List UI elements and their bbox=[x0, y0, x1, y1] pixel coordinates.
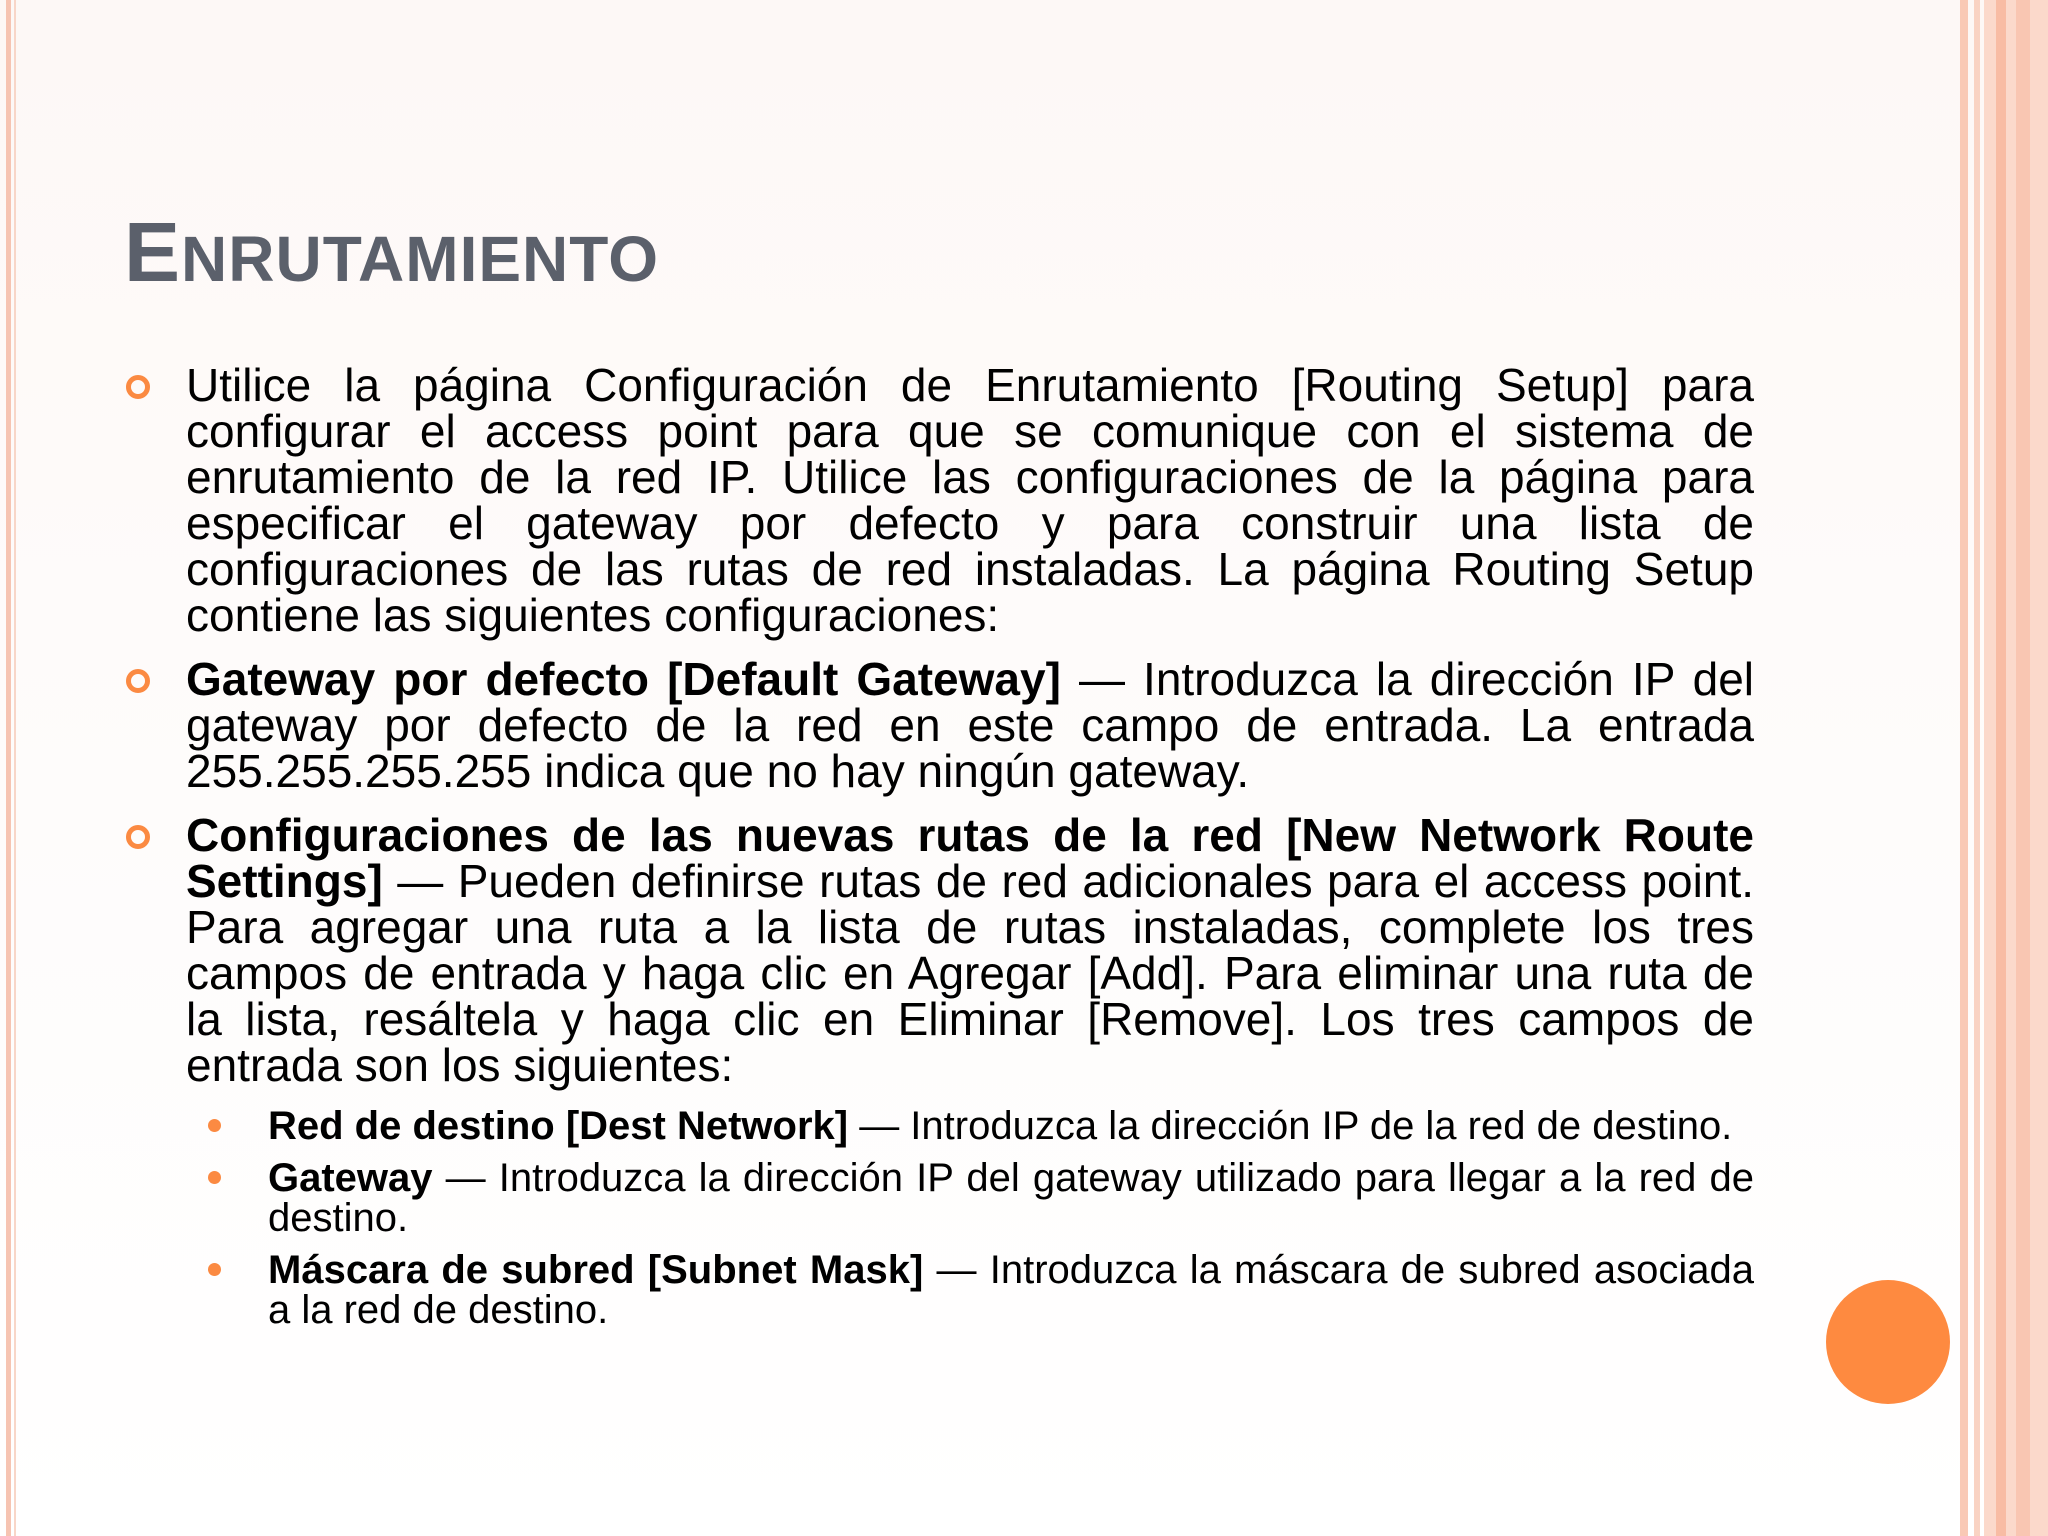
bullet-text: Utilice la página Configuración de Enrutamiento [Routing Setup] para configurar el access point para que se comunique con el sistema de enrutamiento de la red IP. Utilice las configuraciones de la página para especificar el gateway por defecto y para construir una lista de configuraciones de las rutas de red instaladas. La página Routing Setup contiene las siguientes configuraciones: bbox=[186, 359, 1754, 641]
sub-bullet-bold-text: Máscara de subred [Subnet Mask] bbox=[268, 1248, 924, 1292]
sub-bullet-text: — Introduzca la dirección IP de la red de destino. bbox=[848, 1104, 1733, 1148]
bullet-bold-text: Gateway por defecto [Default Gateway] bbox=[186, 653, 1061, 705]
decorative-orange-circle bbox=[1826, 1280, 1950, 1404]
left-border-line bbox=[6, 0, 11, 1536]
sub-bullet-bold-text: Gateway bbox=[268, 1156, 433, 1200]
bullet-default-gateway bbox=[124, 653, 1754, 797]
bullet-new-network-routes bbox=[124, 809, 1754, 1091]
right-border-line bbox=[1960, 0, 1968, 1536]
right-border-stripe-outer bbox=[2016, 0, 2030, 1536]
bullet-text: — Pueden definirse rutas de red adicionales para el access point. Para agregar una ruta a la lista de rutas instaladas, complete los tres campos de entrada y haga clic en Agregar [Add]. Para eliminar una ruta de la lista, resáltela y haga clic en Eliminar [Remove]. Los tres campos de entrada son los siguientes: bbox=[186, 855, 1754, 1091]
dot-bullet-icon bbox=[208, 1263, 221, 1276]
slide-content bbox=[124, 359, 1755, 1342]
slide-title-rest: NRUTAMIENTO bbox=[181, 223, 659, 295]
sub-bullet-subnet-mask bbox=[124, 1250, 1754, 1330]
bullet-text: — Introduzca la dirección IP del gateway por defecto de la red en este campo de entrada. La entrada 255.255.255.255 indica que no hay ningún gateway. bbox=[186, 653, 1754, 797]
circle-bullet-icon bbox=[126, 825, 150, 849]
right-border-stripe bbox=[1996, 0, 2006, 1536]
left-border-line-thin bbox=[14, 0, 16, 1536]
dot-bullet-icon bbox=[208, 1171, 221, 1184]
sub-bullet-text: — Introduzca la máscara de subred asociada a la red de destino. bbox=[268, 1248, 1755, 1332]
sub-bullet-dest-network bbox=[124, 1106, 1754, 1146]
right-border-line-thin bbox=[1974, 0, 1980, 1536]
slide-title bbox=[124, 205, 659, 299]
slide-title-initial: E bbox=[124, 205, 182, 299]
sub-bullet-gateway bbox=[124, 1158, 1754, 1238]
sub-bullet-bold-text: Red de destino [Dest Network] bbox=[268, 1104, 849, 1148]
bullet-routing-setup bbox=[124, 359, 1754, 641]
circle-bullet-icon bbox=[126, 375, 150, 399]
circle-bullet-icon bbox=[126, 669, 150, 693]
sub-bullet-list bbox=[124, 1106, 1754, 1330]
sub-bullet-text: — Introduzca la dirección IP del gateway utilizado para llegar a la red de destino. bbox=[268, 1156, 1754, 1240]
bullet-bold-text: Configuraciones de las nuevas rutas de la red [New Network Route Settings] bbox=[186, 809, 1754, 907]
dot-bullet-icon bbox=[208, 1119, 221, 1132]
